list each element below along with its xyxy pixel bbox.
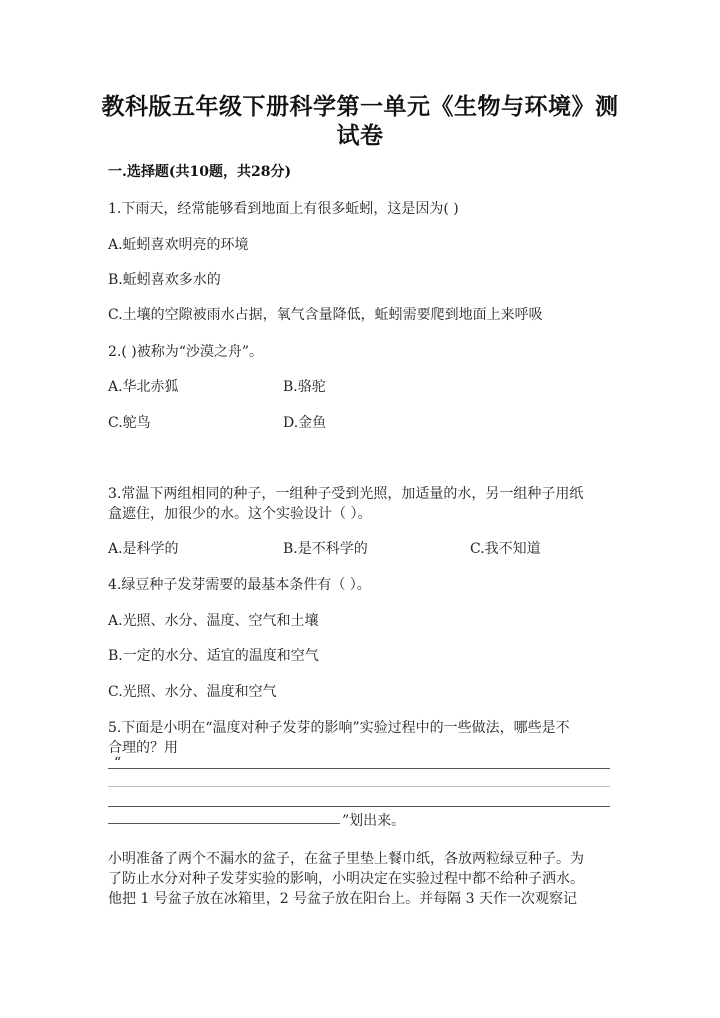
- question-3-stem-line-2: 盒遮住，加很少的水。这个实验设计（ ）。: [108, 506, 372, 522]
- answer-line-2: [108, 786, 610, 787]
- question-2-stem: 2.( )被称为“沙漠之舟”。: [108, 344, 264, 360]
- question-5-open-quote: “: [114, 755, 122, 771]
- section-heading: 一.选择题(共10题，共28分): [108, 164, 292, 180]
- question-1-option-b: B.蚯蚓喜欢多水的: [108, 272, 221, 288]
- question-2-option-c: C.鸵鸟: [108, 415, 151, 431]
- question-1-option-c: C.土壤的空隙被雨水占据，氧气含量降低，蚯蚓需要爬到地面上来呼吸: [108, 307, 543, 323]
- question-4-option-c: C.光照、水分、温度和空气: [108, 684, 277, 700]
- question-3-option-c: C.我不知道: [470, 541, 541, 557]
- question-3-option-b: B.是不科学的: [283, 541, 368, 557]
- question-1-stem: 1.下雨天，经常能够看到地面上有很多蚯蚓，这是因为( ): [108, 201, 459, 217]
- question-4-option-b: B.一定的水分、适宜的温度和空气: [108, 648, 319, 664]
- passage-line-3: 他把 1 号盆子放在冰箱里，2 号盆子放在阳台上。并每隔 3 天作一次观察记: [108, 891, 577, 907]
- passage-line-2: 了防止水分对种子发芽实验的影响，小明决定在实验过程中都不给种子洒水。: [108, 871, 584, 887]
- answer-line-4: [108, 823, 340, 824]
- question-3-option-a: A.是科学的: [108, 541, 179, 557]
- answer-line-3: [108, 806, 610, 807]
- question-4-option-a: A.光照、水分、温度、空气和土壤: [108, 613, 319, 629]
- question-1-option-a: A.蚯蚓喜欢明亮的环境: [108, 237, 249, 253]
- question-2-option-d: D.金鱼: [283, 415, 327, 431]
- question-2-option-a: A.华北赤狐: [108, 379, 179, 395]
- page-title-line-1: 教科版五年级下册科学第一单元《生物与环境》测: [101, 94, 619, 120]
- answer-line-1: [108, 768, 610, 769]
- question-3-stem-line-1: 3.常温下两组相同的种子，一组种子受到光照，加适量的水，另一组种子用纸: [108, 486, 584, 502]
- question-2-option-b: B.骆驼: [283, 379, 326, 395]
- question-5-close-text: ”划出来。: [342, 813, 406, 829]
- question-5-stem-line-2: 合理的？用: [108, 740, 178, 756]
- question-4-stem: 4.绿豆种子发芽需要的最基本条件有（ ）。: [108, 577, 371, 593]
- page-title-line-2: 试卷: [336, 123, 384, 149]
- question-5-stem-line-1: 5.下面是小明在“温度对种子发芽的影响”实验过程中的一些做法，哪些是不: [108, 720, 570, 736]
- passage-line-1: 小明准备了两个不漏水的盆子，在盆子里垫上餐巾纸，各放两粒绿豆种子。为: [108, 851, 584, 867]
